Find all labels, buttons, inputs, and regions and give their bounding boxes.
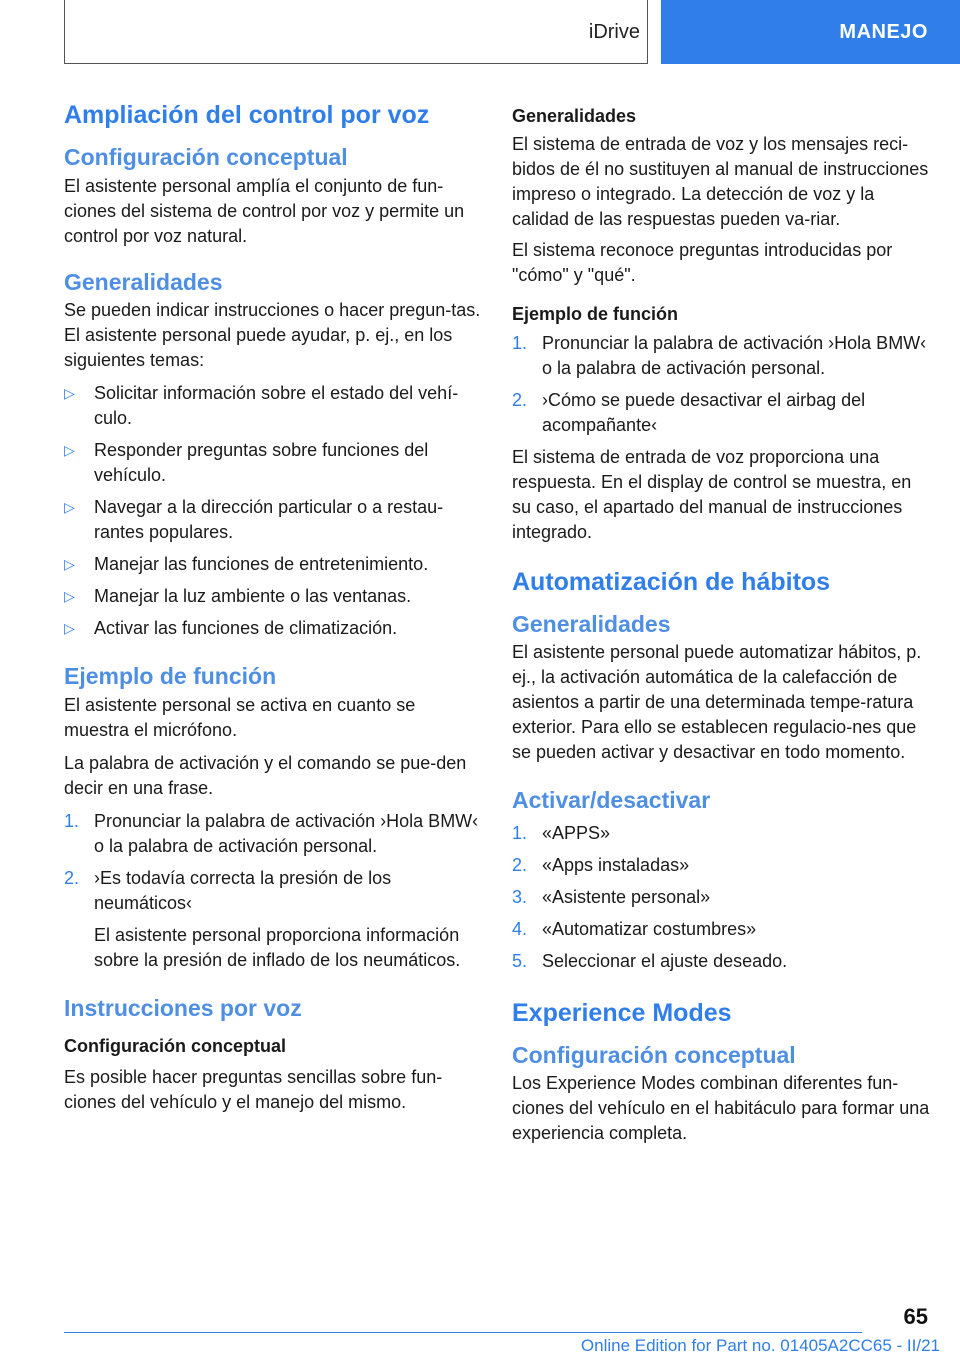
paragraph-instrucciones: Es posible hacer preguntas sencillas sobre fun-ciones del vehículo y el manejo del mismo. <box>64 1066 443 1112</box>
list-item: ▷ Manejar las funciones de entretenimiento. <box>64 552 484 577</box>
list-item: 1. «APPS» <box>512 822 611 843</box>
heading-activar: Activar/desactivar <box>512 787 711 814</box>
heading-generalidades: Generalidades <box>64 268 223 295</box>
paragraph-generalidades: Se pueden indicar instrucciones o hacer pregun-tas. El asistente personal puede ayudar, p. ej., en los siguientes temas: <box>64 300 481 371</box>
paragraph-gen-1: El sistema de entrada de voz y los mensajes reci-bidos de él no sustituyen al manual de instrucciones impreso o integrado. La detección de voz y la calidad de las respuestas pueden va-riar. <box>512 134 929 230</box>
heading-ampliacion: Ampliación del control por voz <box>64 101 430 129</box>
heading-ejemplo: Ejemplo de función <box>64 663 277 690</box>
subheading-generalidades: Generalidades <box>512 106 637 126</box>
list-item: 5. Seleccionar el ajuste deseado. <box>512 950 788 971</box>
triangle-right-outline-icon: ▷ <box>64 556 75 573</box>
list-item: 1. Pronunciar la palabra de activación ›Hola BMW‹ o la palabra de activación personal. <box>512 332 927 378</box>
header-chapter: iDrive <box>588 20 640 43</box>
activar-steps-list <box>512 821 930 974</box>
heading-experience: Experience Modes <box>512 998 732 1027</box>
paragraph-ejemplo-2: La palabra de activación y el comando se pue-den decir en una frase. <box>64 752 467 798</box>
paragraph-gen-2: El sistema reconoce preguntas introducidas por "cómo" y "qué". <box>512 240 893 286</box>
list-item: 3. «Asistente personal» <box>512 886 711 907</box>
list-item: 2. ›Cómo se puede desactivar el airbag del acompañante‹ <box>512 389 866 435</box>
edition-footer: Online Edition for Part no. 01405A2CC65 - II/21 <box>580 1336 940 1355</box>
paragraph-auto: El asistente personal puede automatizar hábitos, p. ej., la activación automática de la calefacción de asientos a partir de una determinada tempe-ratura exterior. Para ello se establecen regulacio-nes que se pueden activar y desactivar en todo momento. <box>512 642 922 763</box>
heading-configuracion: Configuración conceptual <box>64 144 348 170</box>
list-item: ▷ Manejar la luz ambiente o las ventanas. <box>64 584 484 609</box>
topics-list <box>64 381 484 641</box>
list-item: 2. ›Es todavía correcta la presión de los neumáticos‹ <box>64 867 392 913</box>
subheading-configuracion: Configuración conceptual <box>64 1036 287 1057</box>
paragraph-exp: Los Experience Modes combinan diferentes fun-ciones del vehículo en el habitáculo para formar una experiencia completa. <box>512 1073 930 1144</box>
list-item: 2. «Apps instaladas» <box>512 854 690 875</box>
list-item: 1. Pronunciar la palabra de activación ›Hola BMW‹ o la palabra de activación personal. <box>64 810 479 856</box>
list-item: 4. «Automatizar costumbres» <box>512 918 757 939</box>
triangle-right-outline-icon: ▷ <box>64 620 75 637</box>
triangle-right-outline-icon: ▷ <box>64 442 75 459</box>
footer-divider <box>64 1332 862 1333</box>
list-item: ▷ Responder preguntas sobre funciones del vehículo. <box>64 440 429 486</box>
heading-auto-generalidades: Generalidades <box>512 610 671 637</box>
list-item: ▷ Activar las funciones de climatización. <box>64 616 484 641</box>
heading-automatizacion: Automatización de hábitos <box>512 567 831 596</box>
subheading-ejemplo: Ejemplo de función <box>512 304 679 325</box>
right-column <box>512 104 930 1146</box>
heading-exp-config: Configuración conceptual <box>512 1041 796 1068</box>
list-item: ▷ Navegar a la dirección particular o a restau-rantes populares. <box>64 497 444 543</box>
paragraph-ejemplo-resp: El sistema de entrada de voz proporciona una respuesta. En el display de control se muestra, en su caso, el apartado del manual de instrucciones integrado. <box>512 446 912 542</box>
step-note: El asistente personal proporciona información sobre la presión de inflado de los neumáticos. <box>94 924 461 970</box>
page-number: 65 <box>903 1304 928 1329</box>
heading-instrucciones: Instrucciones por voz <box>64 994 302 1021</box>
list-item: ▷ Solicitar información sobre el estado del vehí-culo. <box>64 383 459 429</box>
triangle-right-outline-icon: ▷ <box>64 499 75 516</box>
paragraph-ejemplo-1: El asistente personal se activa en cuanto se muestra el micrófono. <box>64 694 416 740</box>
triangle-right-outline-icon: ▷ <box>64 588 75 605</box>
steps-list <box>64 809 484 916</box>
paragraph-config: El asistente personal amplía el conjunto de fun-ciones del sistema de control por voz y permite un control por voz natural. <box>64 175 465 246</box>
ejemplo-steps-list <box>512 331 930 438</box>
triangle-right-outline-icon: ▷ <box>64 385 75 402</box>
header-section-tab: MANEJO <box>661 0 960 64</box>
left-column <box>64 100 484 1115</box>
